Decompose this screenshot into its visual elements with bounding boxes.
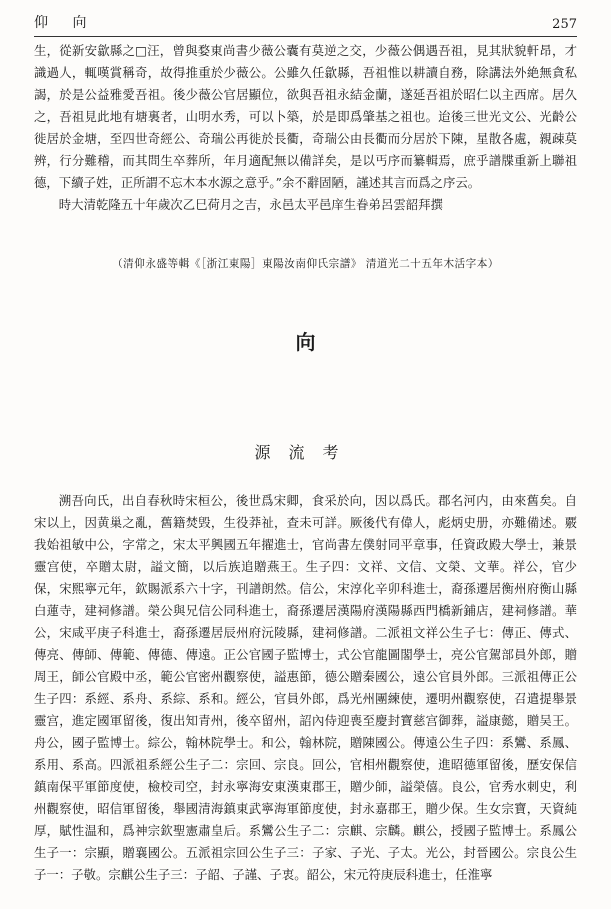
main-paragraph: 溯吾向氏，出自春秋時宋桓公，後世爲宋卿，食采於向，因以爲氏。郡名河内，由來舊矣。自宋以上，因黄巢之亂，舊籍焚毁，生役莽祉，查未可詳。厥後代有偉人，彪炳史册，亦難備述。覈我始祖敏中公，字常之，宋太平興國五年擢進士，官尚書左僕射同平章事，任資政殿大學士，兼景靈宫使，卒贈太尉，謚文簡，以后族追贈燕王。生子四：文祥、文信、文榮、文華。祥公，官少保，宋熙寧元年，欽賜派系六十字，刊譜朗然。信公，宋淳化辛卯科進士，裔孫遷居衡州府衡山縣白蓮寺，建祠修譜。榮公與兄信公同科進士，裔孫遷居漢陽府漢陽縣西門橋新鋪店，建祠修譜。華公，宋咸平庚子科進士，裔孫遷居辰州府沅陵縣，建祠修譜。二派祖文祥公生子七：傳正、傳式、傳亮、傳師、傳範、傳德、傳遠。正公官國子監博士，式公官龍圖閣學士，亮公官駕部員外郎，贈周王，師公官殿中丞，範公官密州觀察使，謚惠節，德公贈秦國公，遠公官員外郎。三派祖傳正公生子四：系經、系舟、系綜、系和。經公，官員外郎，爲光州團練使，遷明州觀察使，召遣提舉景靈宫，進定國軍留後，復出知青州，後卒留州，詔內侍迎喪至慶封寶慈宫御葬，謚康懿，贈吴王。舟公，國子監博士。綜公，翰林院學士。和公，翰林院，贈陳國公。傳遠公生子四：系鸞、系鳳、系用、系高。四派祖系經公生子二：宗回、宗良。回公，官相州觀察使，進昭德軍留後，歷安保信鎮南保平軍節度使，檢校司空，封永寧海安東漢東郡王，贈少師，謚榮僖。良公，官秀水刺史，利州觀察使，昭信軍留後，舉國清海鎮東武寧海軍節度使，封永嘉郡王，贈少保。生女宗寶，天資純厚，賦性温和，爲神宗欽聖憲肅皇后。系鸞公生子二：宗麒、宗麟。麒公，授國子監博士。系鳳公生子一：宗顯，贈襄國公。五派祖宗回公生子三：子家、子光、子太。光公，封晉國公。宗良公生子一：子敬。宗麒公生子三：子韶、子謹、子衷。韶公，宋元符庚辰科進士，任淮寧 bbox=[34, 493, 577, 882]
header-title: 仰 向 bbox=[34, 15, 97, 31]
main-text bbox=[34, 490, 577, 886]
preface-signature: 時大清乾隆五十年歲次乙巳荷月之吉，永邑太平邑庠生眷弟呂雲韶拜撰 bbox=[58, 197, 443, 212]
running-header bbox=[34, 10, 577, 37]
page-number: 257 bbox=[552, 17, 577, 32]
preface-text bbox=[34, 40, 577, 216]
surname-heading: 向 bbox=[295, 330, 316, 354]
preface-paragraph: 生，從新安歙縣之□汪，曾與婺東尚書少薇公囊有莫逆之交，少薇公偶遇吾祖，見其狀貌軒昂，才識過人，輒嘆賞稱奇，故得推重於少薇公。公雖久任歙縣，吾祖惟以耕讀自務，除講法外絶無貪私謁，於是公益雅愛吾祖。後少薇公官居顯位，欲與吾祖永結金蘭，遂延吾祖於昭仁以主西席。居久之，吾祖見此地有塘裏者，山明水秀，可以卜築，於是即爲肇基之祖也。迨後三世光文公、光齡公徙居於金塘，至四世奇經公、奇瑞公再徙於長衢，奇瑞公由長衢而分居於下陳，星散各處，親疎莫辨，行分難稽，而其問生卒葬所，年月適配無以備詳矣，是以丐序而纂輯焉，庶乎譜牒重新上聯祖德，下續子姓，正所謂不忘木本水源之意乎。”余不辭固陋，謹述其言而爲之序云。 bbox=[34, 43, 577, 190]
section-title: 源流考 bbox=[254, 443, 357, 462]
source-citation: （清仰永盛等輯《［浙江東陽］東陽汝南仰氏宗譜》 清道光二十五年木活字本） bbox=[112, 258, 499, 270]
